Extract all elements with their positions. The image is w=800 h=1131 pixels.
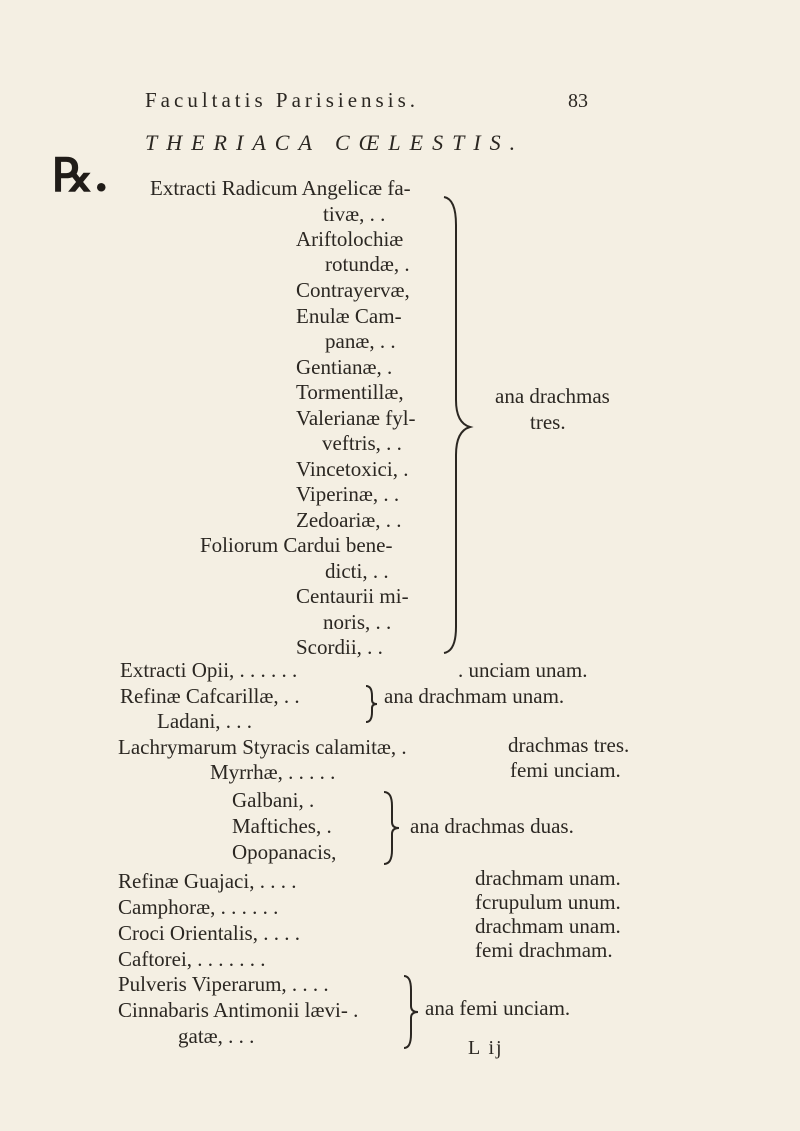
ingredient-line: Extracti Radicum Angelicæ fa- (150, 176, 411, 200)
dose: ana drachmam unam. (384, 684, 565, 708)
dose: . unciam unam. (458, 658, 588, 682)
ingredient-line: Valerianæ fyl- (296, 406, 416, 430)
ingredient-line: Ariftolochiæ (296, 227, 404, 251)
brace-small (362, 684, 382, 724)
ingredient-line: gatæ, . . . (178, 1024, 255, 1048)
ingredient-line: dicti, . . (325, 559, 389, 583)
dose: drachmam unam. (475, 914, 621, 938)
ingredient-line: Gentianæ, . (296, 355, 393, 379)
page-number: 83 (568, 90, 588, 112)
ingredient-line: Opopanacis, (232, 840, 337, 864)
ingredient-line: Maftiches, . (232, 814, 332, 838)
brace-group-3 (400, 974, 422, 1050)
ingredient-line: Centaurii mi- (296, 584, 409, 608)
ingredient-line: Camphoræ, . . . . . . (118, 895, 279, 919)
dose: drachmam unam. (475, 866, 621, 890)
ingredient-line: Refinæ Guajaci, . . . . (118, 869, 297, 893)
dose-group-1-cont: tres. (530, 410, 566, 434)
dose-group-3: ana femi unciam. (425, 996, 571, 1020)
ingredient-line: Enulæ Cam- (296, 304, 402, 328)
recipe-symbol: ℞. (52, 148, 110, 202)
ingredient-line: Extracti Opii, . . . . . . (120, 658, 298, 682)
ingredient-line: Zedoariæ, . . (296, 508, 402, 532)
ingredient-line: Ladani, . . . (157, 709, 253, 733)
ingredient-line: Cinnabaris Antimonii lævi- . (118, 998, 359, 1022)
section-title: THERIACA CŒLESTIS. (145, 130, 525, 155)
signature-mark: L ij (468, 1037, 504, 1059)
ingredient-line: Vincetoxici, . (296, 457, 409, 481)
ingredient-line: Foliorum Cardui bene- (200, 533, 393, 557)
ingredient-line: Pulveris Viperarum, . . . . (118, 972, 329, 996)
ingredient-line: Scordii, . . (296, 635, 383, 659)
ingredient-line: panæ, . . (325, 329, 396, 353)
ingredient-line: Tormentillæ, (296, 380, 404, 404)
ingredient-line: tivæ, . . (323, 202, 386, 226)
dose-group-1: ana drachmas (495, 384, 610, 408)
ingredient-line: Caftorei, . . . . . . . (118, 947, 266, 971)
running-head: Facultatis Parisiensis. (145, 88, 419, 112)
ingredient-line: noris, . . (323, 610, 392, 634)
dose: fcrupulum unum. (475, 890, 621, 914)
ingredient-line: rotundæ, . (325, 252, 410, 276)
ingredient-line: Myrrhæ, . . . . . (210, 760, 336, 784)
dose: femi unciam. (510, 758, 621, 782)
ingredient-line: Viperinæ, . . (296, 482, 400, 506)
ingredient-line: Refinæ Cafcarillæ, . . (120, 684, 300, 708)
ingredient-line: Contrayervæ, (296, 278, 410, 302)
ingredient-line: Galbani, . (232, 788, 315, 812)
dose: femi drachmam. (475, 938, 613, 962)
brace-group-1 (440, 195, 490, 655)
ingredient-line: Lachrymarum Styracis calamitæ, . (118, 735, 407, 759)
dose-group-2: ana drachmas duas. (410, 814, 574, 838)
ingredient-line: Croci Orientalis, . . . . (118, 921, 300, 945)
dose: drachmas tres. (508, 733, 630, 757)
brace-group-2 (380, 790, 404, 866)
ingredient-line: veftris, . . (322, 431, 402, 455)
